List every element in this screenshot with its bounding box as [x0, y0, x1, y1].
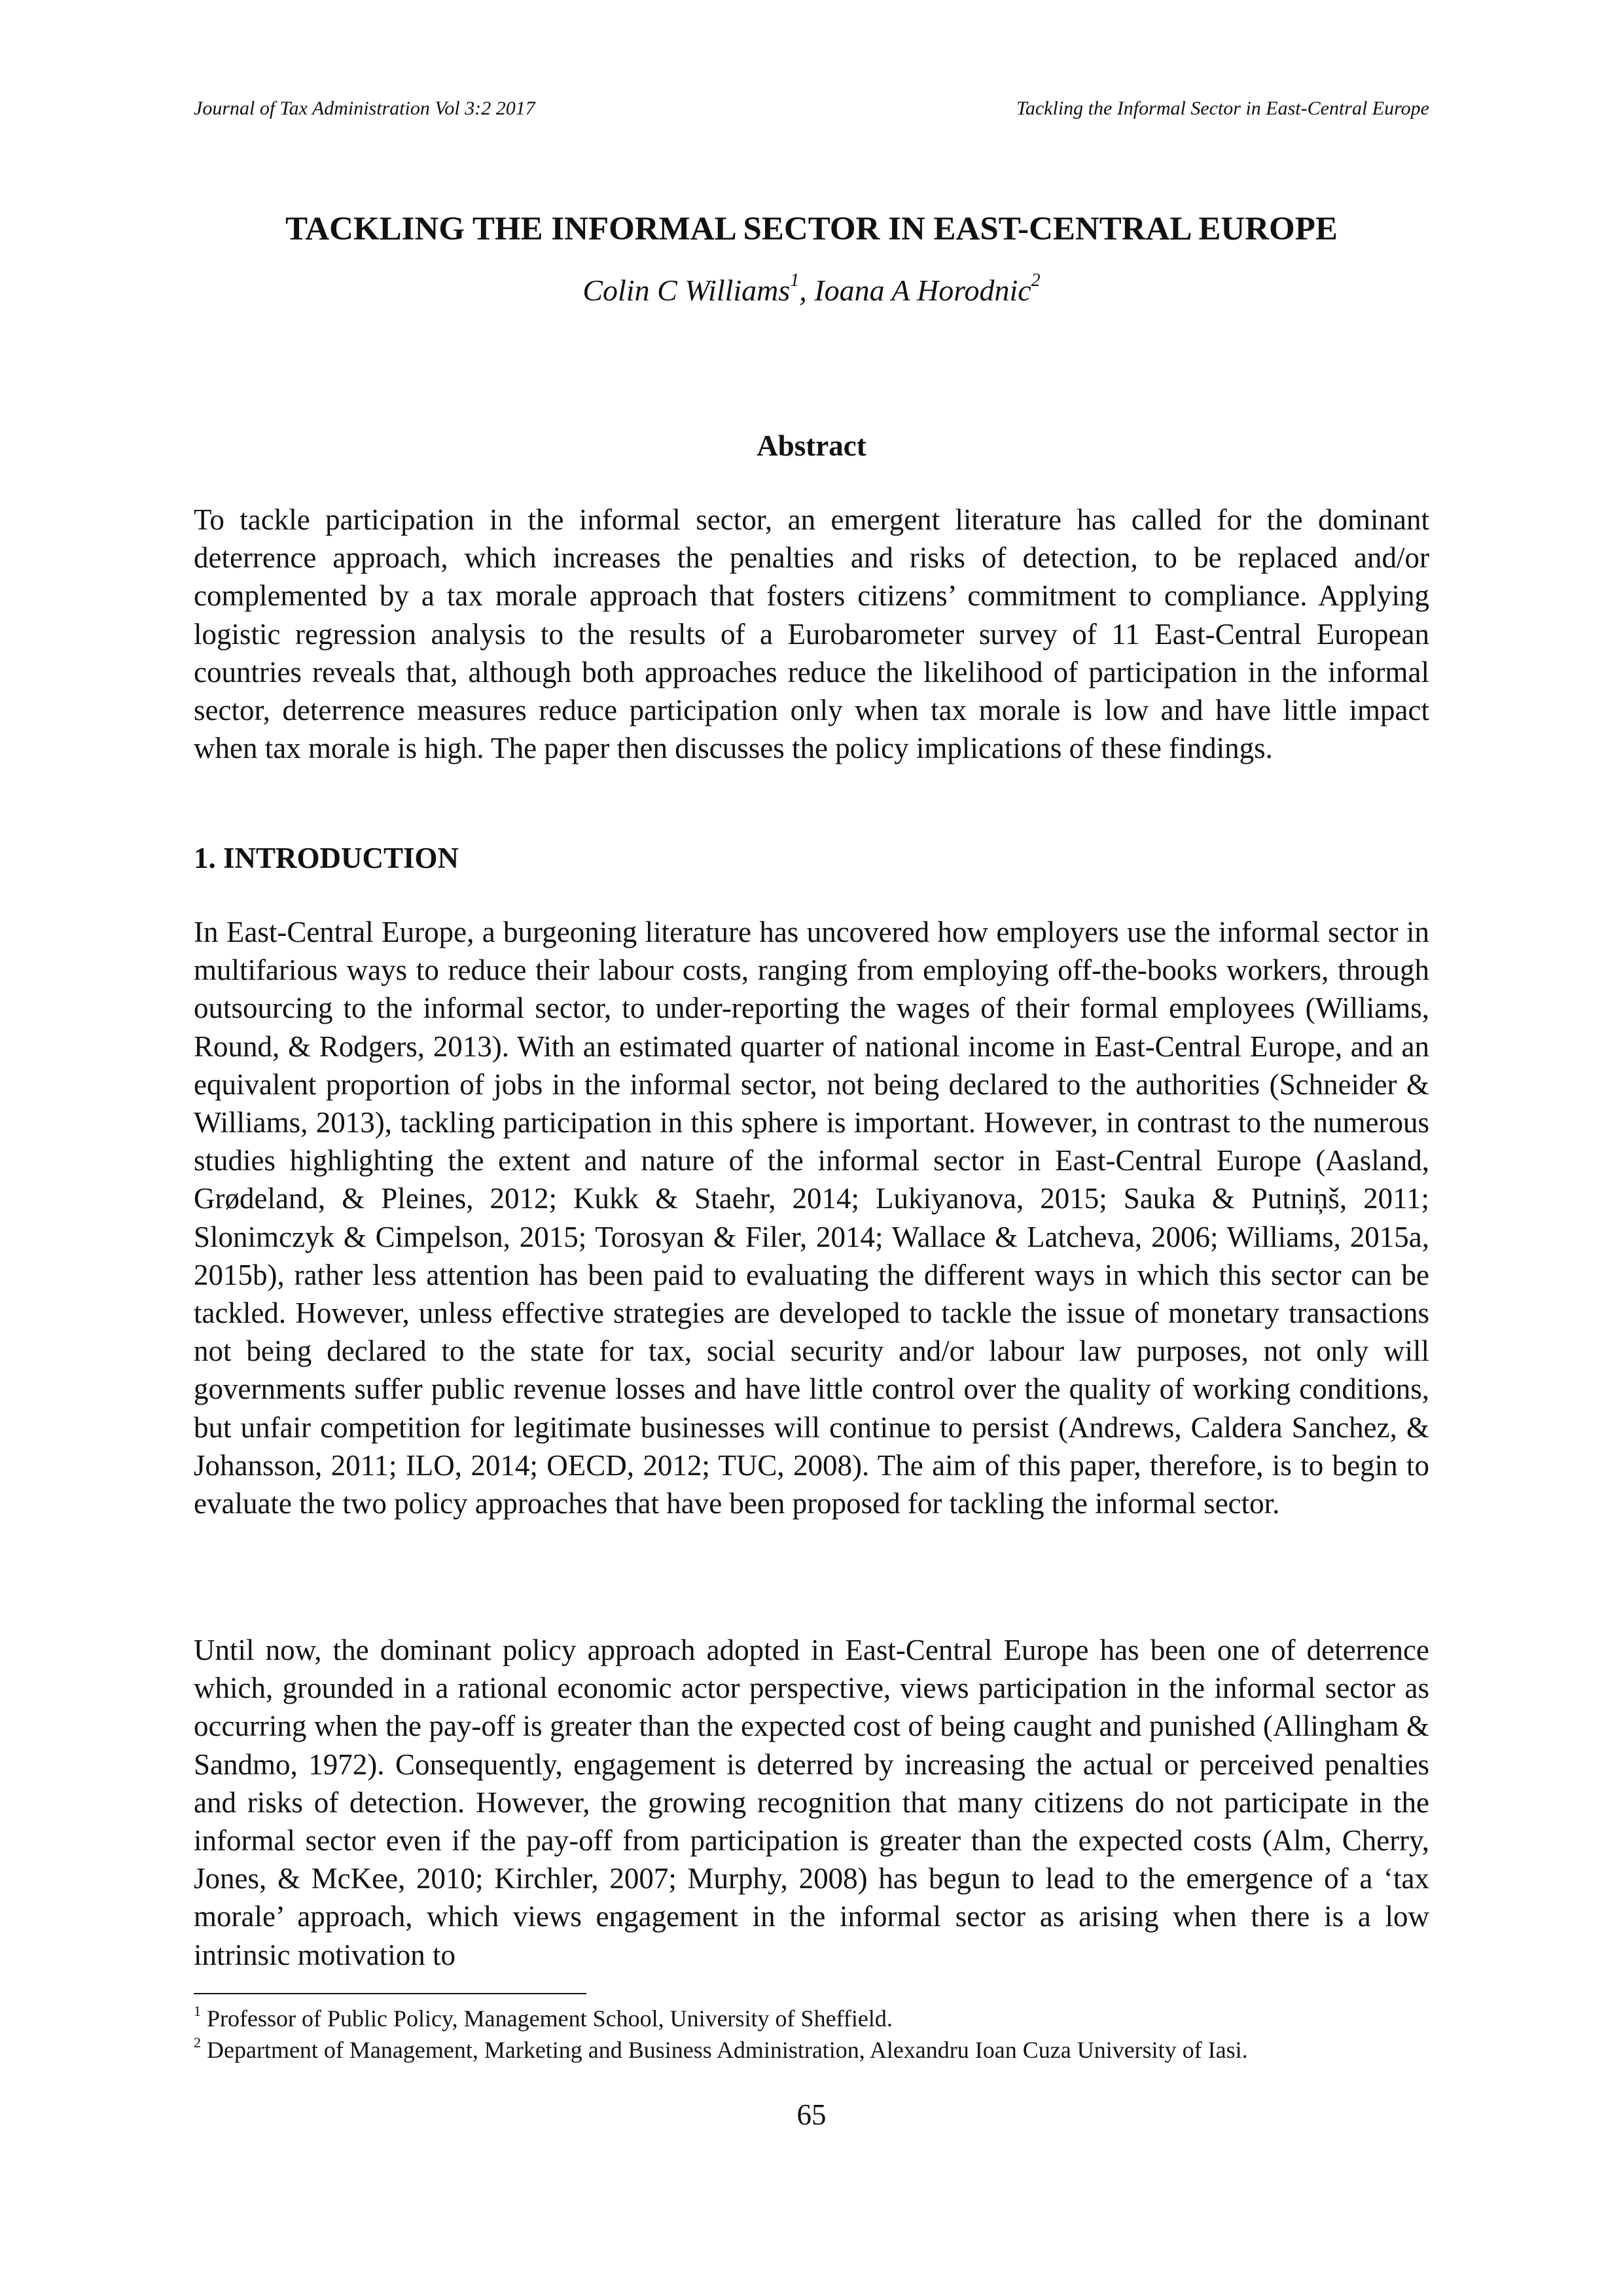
abstract-heading: Abstract: [757, 429, 866, 462]
author-footnote-mark: 2: [1031, 270, 1041, 291]
author-name: Ioana A Horodnic: [814, 274, 1031, 307]
footnote-mark: 1: [194, 2003, 201, 2019]
footnotes: [194, 2003, 1429, 2066]
author-list: [194, 271, 1429, 310]
body-paragraph: Until now, the dominant policy approach adopted in East-Central Europe has been one of deterrence which, grounded in a rational economic actor perspective, views participation in the informal sector as occurring when the pay-off is greater than the expected cost of being caught and punished (Allingham & Sandmo, 1972). Consequently, engagement is deterred by increasing the actual or perceived penalties and risks of detection. However, the growing recognition that many citizens do not participate in the informal sector even if the pay-off from participation is greater than the expected costs (Alm, Cherry, Jones, & McKee, 2010; Kirchler, 2007; Murphy, 2008) has begun to lead to the emergence of a ‘tax morale’ approach, which views engagement in the informal sector as arising when there is a low intrinsic motivation to: [194, 1634, 1429, 1971]
body-paragraph: In East-Central Europe, a burgeoning literature has uncovered how employers use the informal sector in multifarious ways to reduce their labour costs, ranging from employing off-the-books workers, through outsourcing to the informal sector, to under-reporting the wages of their formal employees (Williams, Round, & Rodgers, 2013). With an estimated quarter of national income in East-Central Europe, and an equivalent proportion of jobs in the informal sector, not being declared to the authorities (Schneider & Williams, 2013), tackling participation in this sphere is important. However, in contrast to the numerous studies highlighting the extent and nature of the informal sector in East-Central Europe (Aasland, Grødeland, & Pleines, 2012; Kukk & Staehr, 2014; Lukiyanova, 2015; Sauka & Putniņš, 2011; Slonimczyk & Cimpelson, 2015; Torosyan & Filer, 2014; Wallace & Latcheva, 2006; Williams, 2015a, 2015b), rather less attention has been paid to evaluating the different ways in which this sector can be tackled. However, unless effective strategies are developed to tackle the issue of monetary transactions not being declared to the state for tax, social security and/or labour law purposes, not only will governments suffer public revenue losses and have little control over the quality of working conditions, but unfair competition for legitimate businesses will continue to persist (Andrews, Caldera Sanchez, & Johansson, 2011; ILO, 2014; OECD, 2012; TUC, 2008). The aim of this paper, therefore, is to begin to evaluate the two policy approaches that have been proposed for tackling the informal sector.: [194, 916, 1429, 1520]
author-name: Colin C Williams: [582, 274, 791, 307]
page-number: 65: [796, 2098, 827, 2131]
footnote: [194, 2003, 1429, 2034]
footnote-mark: 2: [194, 2034, 201, 2051]
footnote-text: Professor of Public Policy, Management School, University of Sheffield.: [207, 2005, 893, 2032]
journal-citation: Journal of Tax Administration Vol 3:2 2017: [194, 98, 535, 119]
running-title: Tackling the Informal Sector in East-Central Europe: [1016, 98, 1429, 119]
abstract-text: To tackle participation in the informal sector, an emergent literature has called for the dominant deterrence approach, which increases the penalties and risks of detection, to be replaced and/or complemented by a tax morale approach that fosters citizens’ commitment to compliance. Applying logistic regression analysis to the results of a Eurobarometer survey of 11 East-Central European countries reveals that, although both approaches reduce the likelihood of participation in the informal sector, deterrence measures reduce participation only when tax morale is low and have little impact when tax morale is high. The paper then discusses the policy implications of these findings.: [194, 503, 1429, 765]
paper-title: TACKLING THE INFORMAL SECTOR IN EAST-CENTRAL EUROPE: [285, 211, 1338, 247]
author-footnote-mark: 1: [790, 270, 800, 291]
footnote-divider: [194, 1993, 586, 1994]
running-header: [194, 96, 1429, 122]
author-separator: ,: [799, 274, 815, 307]
footnote-text: Department of Management, Marketing and Business Administration, Alexandru Ioan Cuza University of Iasi.: [207, 2037, 1248, 2063]
section-heading: 1. INTRODUCTION: [194, 842, 459, 874]
footnote: [194, 2034, 1429, 2066]
